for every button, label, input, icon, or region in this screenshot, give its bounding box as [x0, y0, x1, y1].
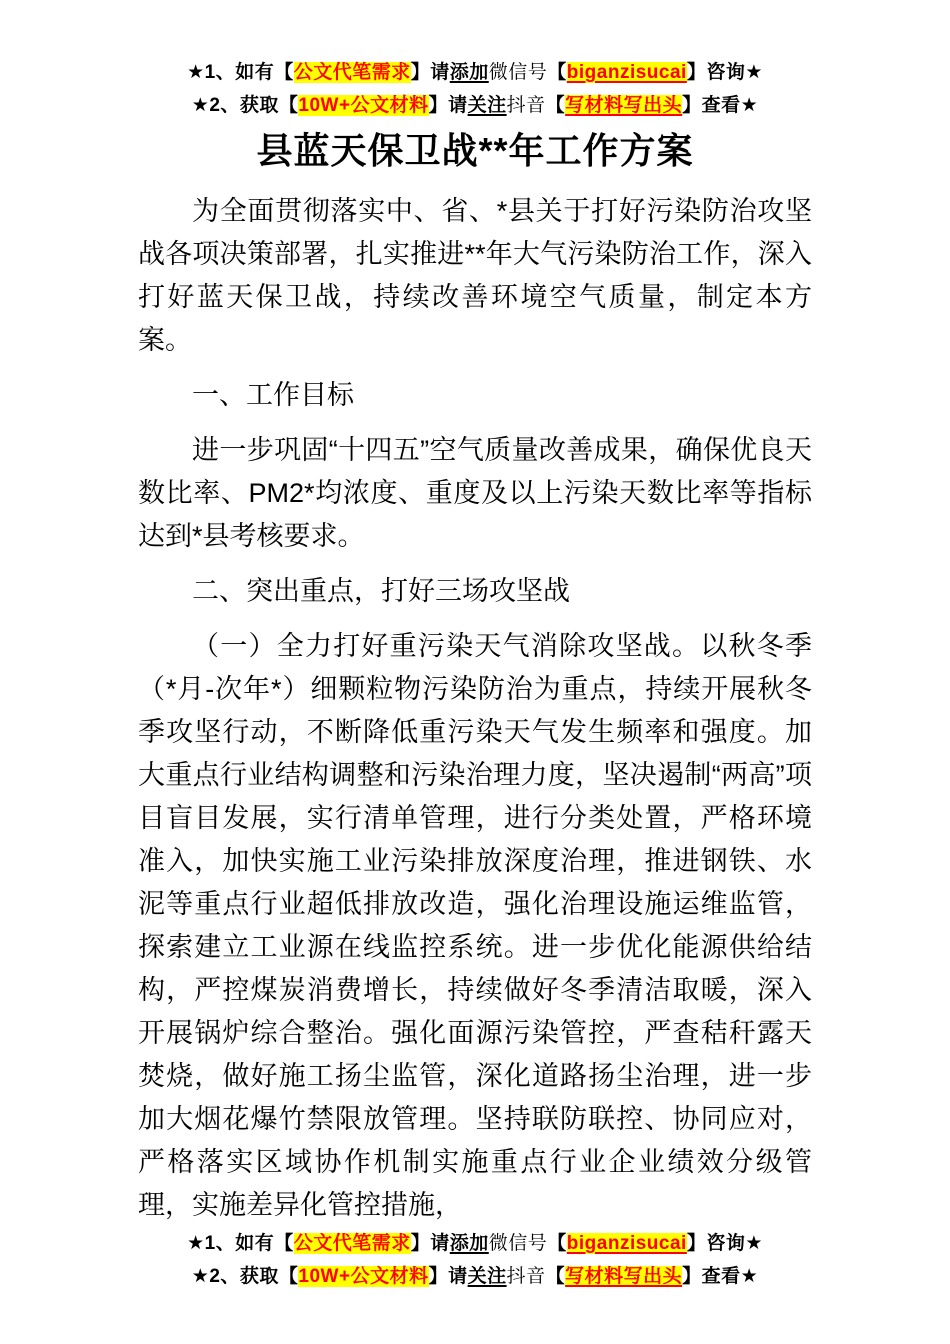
document-title: 县蓝天保卫战**年工作方案	[256, 130, 694, 171]
promo2-douyin-label: 抖音	[506, 1266, 546, 1287]
promo2-prefix: ★2、获取【	[191, 1266, 299, 1287]
paragraph-intro: 为全面贯彻落实中、省、*县关于打好污染防治攻坚战各项决策部署，扎实推进**年大气污染防治工作，深入打好蓝天保卫战，持续改善环境空气质量，制定本方案。	[138, 196, 812, 355]
paragraph-battle-details: （一）全力打好重污染天气消除攻坚战。以秋冬季（*月-次年*）细颗粒物污染防治为重点，持续开展秋冬季攻坚行动，不断降低重污染天气发生频率和强度。加大重点行业结构调整和污染治理力度，坚决遏制“两高”项目盲目发展，实行清单管理，进行分类处置，严格环境准入，加快实施工业污染排放深度治理，推进钢铁、水泥等重点行业超低排放改造，强化治理设施运维监管，探索建立工业源在线监控系统。进一步优化能源供给结构，严控煤炭消费增长，持续做好冬季清洁取暖，深入开展锅炉综合整治。强化面源污染管控，严查秸秆露天焚烧，做好施工扬尘监管，深化道路扬尘治理，进一步加大烟花爆竹禁限放管理。坚持联防联控、协同应对，严格落实区域协作机制实施重点行业企业绩效分级管理，实施差异化管控措施，	[138, 631, 812, 1220]
promo2-suffix: 】查看★	[682, 1266, 759, 1287]
promo1-wechat-label: 微信号	[488, 1233, 548, 1254]
promo1-bracket: 【	[547, 1233, 567, 1254]
heading-key-battles: 二、突出重点，打好三场攻坚战	[192, 576, 570, 606]
promo-line-2	[0, 89, 950, 122]
keyword-gongwen-daibi: 公文代笔需求	[293, 1233, 411, 1254]
promo2-bracket: 【	[545, 1266, 566, 1287]
wechat-id: biganzisucai	[566, 62, 687, 83]
paragraph-goals: 进一步巩固“十四五”空气质量改善成果，确保优良天数比率、PM2*均浓度、重度及以上污染天数比率等指标达到*县考核要求。	[138, 435, 812, 551]
add-action-text: 添加	[449, 62, 489, 83]
follow-action-text: 关注	[467, 95, 507, 116]
promo-line-1	[0, 56, 950, 89]
keyword-materials: 10W+公文材料	[298, 95, 429, 116]
promo1-prefix: ★1、如有【	[187, 1233, 294, 1254]
top-promo-banner	[0, 56, 950, 122]
bottom-promo-banner	[0, 1227, 950, 1293]
document-body	[0, 178, 950, 1227]
promo2-prefix: ★2、获取【	[191, 95, 299, 116]
add-action-text: 添加	[449, 1233, 489, 1254]
heading-work-goals: 一、工作目标	[192, 380, 354, 410]
douyin-account-name: 写材料写出头	[565, 95, 683, 116]
promo2-mid: 】请	[428, 95, 468, 116]
promo2-bracket: 【	[545, 95, 566, 116]
keyword-gongwen-daibi: 公文代笔需求	[293, 62, 411, 83]
promo1-bracket: 【	[547, 62, 567, 83]
promo2-mid: 】请	[428, 1266, 468, 1287]
promo1-mid: 】请	[410, 62, 450, 83]
douyin-account-name: 写材料写出头	[565, 1266, 683, 1287]
promo1-prefix: ★1、如有【	[187, 62, 294, 83]
promo1-mid: 】请	[410, 1233, 450, 1254]
wechat-id: biganzisucai	[566, 1233, 687, 1254]
follow-action-text: 关注	[467, 1266, 507, 1287]
promo2-douyin-label: 抖音	[506, 95, 546, 116]
promo-line-2	[0, 1260, 950, 1293]
promo-line-1	[0, 1227, 950, 1260]
promo1-suffix: 】咨询★	[686, 62, 763, 83]
promo2-suffix: 】查看★	[682, 95, 759, 116]
keyword-materials: 10W+公文材料	[298, 1266, 429, 1287]
promo1-suffix: 】咨询★	[686, 1233, 763, 1254]
promo1-wechat-label: 微信号	[488, 62, 548, 83]
